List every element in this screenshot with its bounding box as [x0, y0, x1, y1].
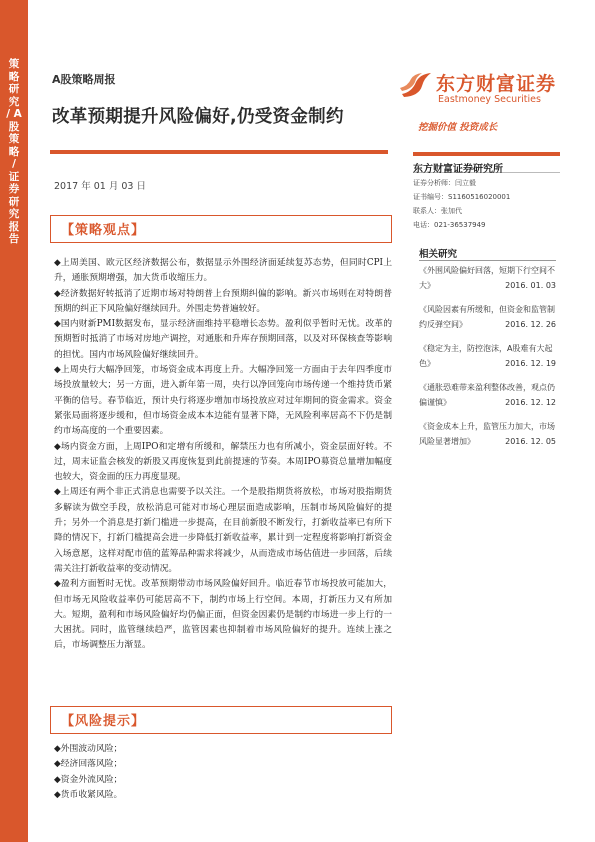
related-item-date: 2016. 12. 12 — [505, 397, 556, 407]
strategy-paragraph: ◆上周美国、欧元区经济数据公布，数据显示外围经济面延续复苏态势，但同时CPI上升，通胀预期增强，加大货币收缩压力。 — [54, 258, 392, 284]
strategy-paragraph: ◆国内财新PMI数据发布，显示经济面维持平稳增长态势。盈利似乎暂时无忧。改革的预期暂时抵消了市场对房地产调控，对通胀和升库存预期回落，以及对环保核查等影响的担忧。国内市场风险偏好继续回升。 — [54, 319, 392, 360]
report-type-label: A股策略周报 — [52, 73, 116, 86]
risk-item: ◆外围波动风险； — [54, 744, 123, 754]
brand-logo — [398, 68, 558, 108]
related-heading: 相关研究 — [419, 249, 458, 260]
related-item[interactable] — [419, 303, 556, 342]
related-item[interactable] — [419, 381, 556, 420]
strategy-paragraph: ◆场内资金方面，上周IPO和定增有所缓和，解禁压力也有所减小，资金层面好转。不过，周末证监会核发的新股又再度恢复到此前提速的节奏。本周IPO募资总量增加幅度也较大，资金面的压力再度显现。 — [54, 441, 392, 483]
institute-name: 东方财富证券研究所 — [413, 156, 560, 173]
report-title: 改革预期提升风险偏好,仍受资金制约 — [52, 107, 344, 127]
eastmoney-logo-icon — [398, 70, 434, 100]
phone-line: 电话：021-36537949 — [413, 221, 486, 229]
title-rule — [50, 150, 388, 154]
strategy-paragraph: ◆上周央行大幅净回笼，市场资金成本再度上升。大幅净回笼一方面由于去年四季度市场投放量较大；另一方面，进入新年第一周，央行以净回笼向市场传递一个维持货币紧平衡的信号。春节临近，预计央行将逐步增加市场投放应对过年期间的资金需求。资金紧张局面将逐步缓和，但市场资金成本本边能有显著下降，无风险利率居高不下仍是制约市场高度的一个重要因素。 — [54, 365, 392, 437]
related-rule — [419, 260, 556, 261]
related-item-date: 2016. 12. 05 — [505, 436, 556, 446]
related-item-date: 2016. 12. 19 — [505, 358, 556, 368]
related-item-title: 《稳定为主，防控泡沫，A股难有大起色》 — [419, 344, 553, 368]
risk-item: ◆货币收紧风险。 — [54, 789, 123, 800]
related-item[interactable] — [419, 420, 556, 459]
strategy-paragraph: ◆经济数据好转抵消了近期市场对特朗普上台预期纠偏的影响。新兴市场则在对特朗普预期的纠正下风险偏好继续回升。外围走势普遍较好。 — [54, 288, 392, 314]
strategy-paragraph: ◆盈利方面暂时无忧。改革预期带动市场风险偏好回升。临近春节市场投放可能加大，但市场无风险收益率仍可能居高不下，制约市场上行空间。本周，打新压力又有所加大。短期，盈利和市场风险偏好均仍偏正面，但资金因素仍是制约市场进一步上行的一大困扰。同时，监管继续趋严，监管因素也抑制着市场风险偏好的提升。连续上涨之后，市场调整压力渐显。 — [54, 579, 392, 651]
certificate-line: 证书编号：S1160516020001 — [413, 193, 511, 201]
brand-slogan: 挖掘价值 投资成长 — [418, 122, 498, 133]
strategy-body — [54, 256, 392, 654]
side-band — [0, 0, 28, 842]
related-item-title: 《资金成本上升，监管压力加大，市场风险显著增加》 — [419, 422, 555, 446]
brand-name-cn: 东方财富证券 — [436, 73, 557, 95]
risk-item: ◆经济回落风险； — [54, 759, 123, 770]
institute-panel — [413, 152, 560, 232]
risk-heading-box — [50, 706, 392, 734]
contact-line: 联系人：张加代 — [413, 207, 462, 215]
related-item-date: 2016. 12. 26 — [505, 319, 556, 329]
related-research — [419, 246, 556, 459]
report-date: 2017 年 01 月 03 日 — [54, 181, 146, 192]
related-item-title: 《通胀恐难带来盈利整体改善，观点仍偏谨慎》 — [419, 383, 555, 407]
related-item-date: 2016. 01. 03 — [505, 280, 556, 290]
related-item[interactable] — [419, 264, 556, 303]
brand-name-en: Eastmoney Securities — [438, 94, 541, 105]
analyst-line: 证券分析师：闫立毅 — [413, 179, 476, 187]
strategy-paragraph: ◆上周还有两个非正式消息也需要予以关注。一个是股指期货将放松，市场对股指期货多解读为做空手段，放松消息可能对市场心理层面造成影响，压制市场风险偏好的提升；另外一个消息是打新门槛进一步提高，在目前新股不断发行，打新收益率已有所下降的情况下，打新门槛提高会进一步降低打新收益率，累计到一定程度将影响打新资金入场意愿，这样对配市值的蓝筹品种需求将减少，从而造成市场估值进一步回落，后续需关注打新收益率的变动情况。 — [54, 487, 392, 574]
related-item[interactable] — [419, 342, 556, 381]
side-category-text: 策略研究 / A股策略 / 证券研究报告 — [6, 58, 22, 245]
related-item-title: 《风险因素有所缓和，但资金和监管制约反弹空间》 — [419, 305, 555, 329]
risk-item: ◆资金外流风险； — [54, 774, 123, 785]
related-item-title: 《外围风险偏好回落，短期下行空间不大》 — [419, 266, 555, 290]
risk-heading: 【风险提示】 — [61, 714, 146, 729]
strategy-heading: 【策略观点】 — [61, 223, 146, 238]
risk-list — [54, 742, 374, 803]
strategy-heading-box — [50, 215, 392, 243]
